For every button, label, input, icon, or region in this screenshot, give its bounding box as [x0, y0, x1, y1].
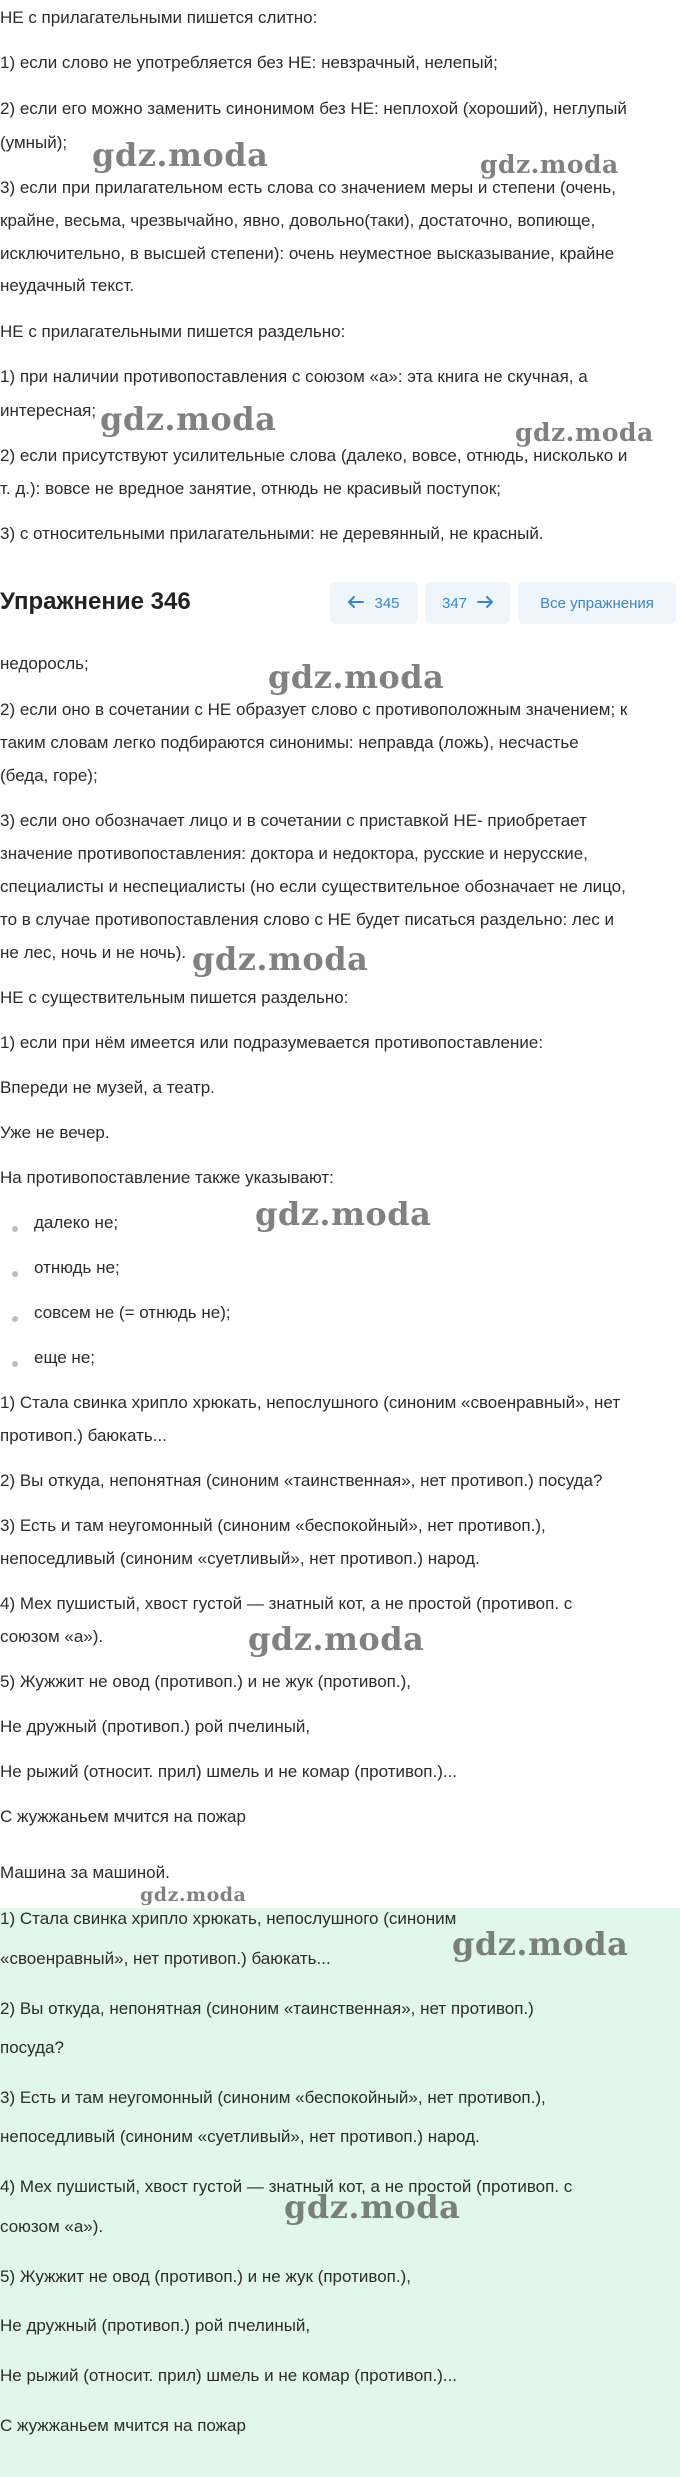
- text-line: 2) если его можно заменить синонимом без НЕ: неплохой (хороший), неглупый: [0, 99, 627, 118]
- text-line: т. д.): вовсе не вредное занятие, отнюдь не красивый поступок;: [0, 479, 501, 498]
- text-line: специалисты и неспециалисты (но если существительное обозначает не лицо,: [0, 877, 626, 896]
- answer-line: 4) Мех пушистый, хвост густой — знатный кот, а не простой (противоп. с: [0, 2177, 573, 2196]
- watermark: gdz.moda: [248, 1620, 425, 1658]
- text-line: исключительно, в высшей степени): очень неуместное высказывание, крайне: [0, 244, 615, 263]
- text-line: На противопоставление также указывают:: [0, 1168, 334, 1187]
- text-line: НЕ с существительным пишется раздельно:: [0, 988, 349, 1007]
- answer-line: Машина за машиной.: [0, 1863, 170, 1882]
- text-line: Впереди не музей, а театр.: [0, 1078, 215, 1097]
- answer-line: 2) Вы откуда, непонятная (синоним «таинственная», нет противоп.): [0, 1999, 534, 2018]
- text-line: неудачный текст.: [0, 276, 135, 295]
- text-line: Уже не вечер.: [0, 1123, 110, 1142]
- text-line: 3) с относительными прилагательными: не деревянный, не красный.: [0, 524, 544, 543]
- answer-line: 1) Стала свинка хрипло хрюкать, непослушного (синоним: [0, 1909, 457, 1928]
- answer-line: противоп.) баюкать...: [0, 1426, 167, 1445]
- text-line: НЕ с прилагательными пишется раздельно:: [0, 322, 346, 341]
- answer-line: Не рыжий (относит. прил) шмель и не комар (противоп.)...: [0, 1762, 458, 1781]
- watermark: gdz.moda: [100, 400, 277, 438]
- watermark: gdz.moda: [452, 1925, 629, 1963]
- text-line: 2) если оно в сочетании с НЕ образует слово с противоположным значением; к: [0, 700, 628, 719]
- text-line: значение противопоставления: доктора и недоктора, русские и нерусские,: [0, 844, 588, 863]
- answer-line: непоседливый (синоним «суетливый», нет противоп.) народ.: [0, 1549, 480, 1568]
- answer-line: 1) Стала свинка хрипло хрюкать, непослушного (синоним «своенравный», нет: [0, 1393, 621, 1412]
- watermark: gdz.moda: [255, 1195, 432, 1233]
- answer-line: Не рыжий (относит. прил) шмель и не комар (противоп.)...: [0, 2366, 458, 2385]
- bullet-dot: [12, 1316, 18, 1322]
- list-item: еще не;: [34, 1348, 95, 1367]
- text-line: 1) если при нём имеется или подразумевается противопоставление:: [0, 1033, 544, 1052]
- answer-line: С жужжаньем мчится на пожар: [0, 1807, 246, 1826]
- prev-exercise-label: 345: [374, 594, 400, 612]
- answer-line: 2) Вы откуда, непонятная (синоним «таинственная», нет противоп.) посуда?: [0, 1471, 603, 1490]
- next-exercise-button[interactable]: [425, 582, 510, 624]
- bullet-dot: [12, 1361, 18, 1367]
- answer-line: 5) Жужжит не овод (противоп.) и не жук (противоп.),: [0, 1672, 411, 1691]
- text-line: не лес, ночь и не ночь).: [0, 943, 187, 962]
- watermark: gdz.moda: [480, 150, 619, 179]
- answer-line: 3) Есть и там неугомонный (синоним «беспокойный», нет противоп.),: [0, 1516, 546, 1535]
- watermark: gdz.moda: [268, 658, 445, 696]
- answer-line: С жужжаньем мчится на пожар: [0, 2416, 246, 2435]
- exercise-header: [0, 578, 680, 630]
- answer-line: «своенравный», нет противоп.) баюкать...: [0, 1949, 331, 1968]
- exercise-title: Упражнение 346: [0, 588, 191, 615]
- prev-exercise-button[interactable]: [330, 582, 418, 624]
- text-line: крайне, весьма, чрезвычайно, явно, довольно(таки), достаточно, вопиюще,: [0, 211, 596, 230]
- answer-line: Не дружный (противоп.) рой пчелиный,: [0, 1717, 311, 1736]
- answer-line: Не дружный (противоп.) рой пчелиный,: [0, 2316, 311, 2335]
- list-item: далеко не;: [34, 1213, 119, 1232]
- list-item: совсем не (= отнюдь не);: [34, 1303, 231, 1322]
- text-line: 1) при наличии противопоставления с союзом «а»: эта книга не скучная, а: [0, 367, 588, 386]
- answer-line: союзом «а»).: [0, 1627, 104, 1646]
- text-line: (беда, горе);: [0, 766, 98, 785]
- watermark: gdz.moda: [284, 2188, 461, 2226]
- answer-line: непоседливый (синоним «суетливый», нет противоп.) народ.: [0, 2127, 480, 2146]
- list-item: отнюдь не;: [34, 1258, 120, 1277]
- text-line: таким словам легко подбираются синонимы: неправда (ложь), несчастье: [0, 733, 579, 752]
- text-line: 3) если оно обозначает лицо и в сочетании с приставкой НЕ- приобретает: [0, 811, 587, 830]
- watermark: gdz.moda: [192, 940, 369, 978]
- text-line: 2) если присутствуют усилительные слова (далеко, вовсе, отнюдь, нисколько и: [0, 446, 628, 465]
- watermark: gdz.moda: [92, 136, 269, 174]
- text-line: 1) если слово не употребляется без НЕ: невзрачный, нелепый;: [0, 53, 498, 72]
- answer-line: союзом «а»).: [0, 2217, 104, 2236]
- text-line: интересная;: [0, 401, 97, 420]
- text-line: НЕ с прилагательными пишется слитно:: [0, 8, 318, 27]
- bullet-dot: [12, 1271, 18, 1277]
- watermark: gdz.moda: [515, 418, 654, 447]
- next-exercise-label: 347: [441, 594, 468, 612]
- arrow-left-icon: [348, 595, 364, 612]
- all-exercises-button[interactable]: Все упражнения: [518, 582, 676, 624]
- answer-line: 4) Мех пушистый, хвост густой — знатный кот, а не простой (противоп. с: [0, 1594, 573, 1613]
- arrow-right-icon: [477, 595, 493, 612]
- answer-line: 3) Есть и там неугомонный (синоним «беспокойный», нет противоп.),: [0, 2088, 546, 2107]
- watermark: gdz.moda: [140, 1884, 247, 1906]
- text-line: недоросль;: [0, 654, 89, 673]
- text-line: (умный);: [0, 133, 68, 152]
- bullet-dot: [12, 1226, 18, 1232]
- answer-line: 5) Жужжит не овод (противоп.) и не жук (противоп.),: [0, 2267, 411, 2286]
- text-line: то в случае противопоставления слово с НЕ будет писаться раздельно: лес и: [0, 910, 615, 929]
- answer-line: посуда?: [0, 2038, 64, 2057]
- text-line: 3) если при прилагательном есть слова со значением меры и степени (очень,: [0, 178, 616, 197]
